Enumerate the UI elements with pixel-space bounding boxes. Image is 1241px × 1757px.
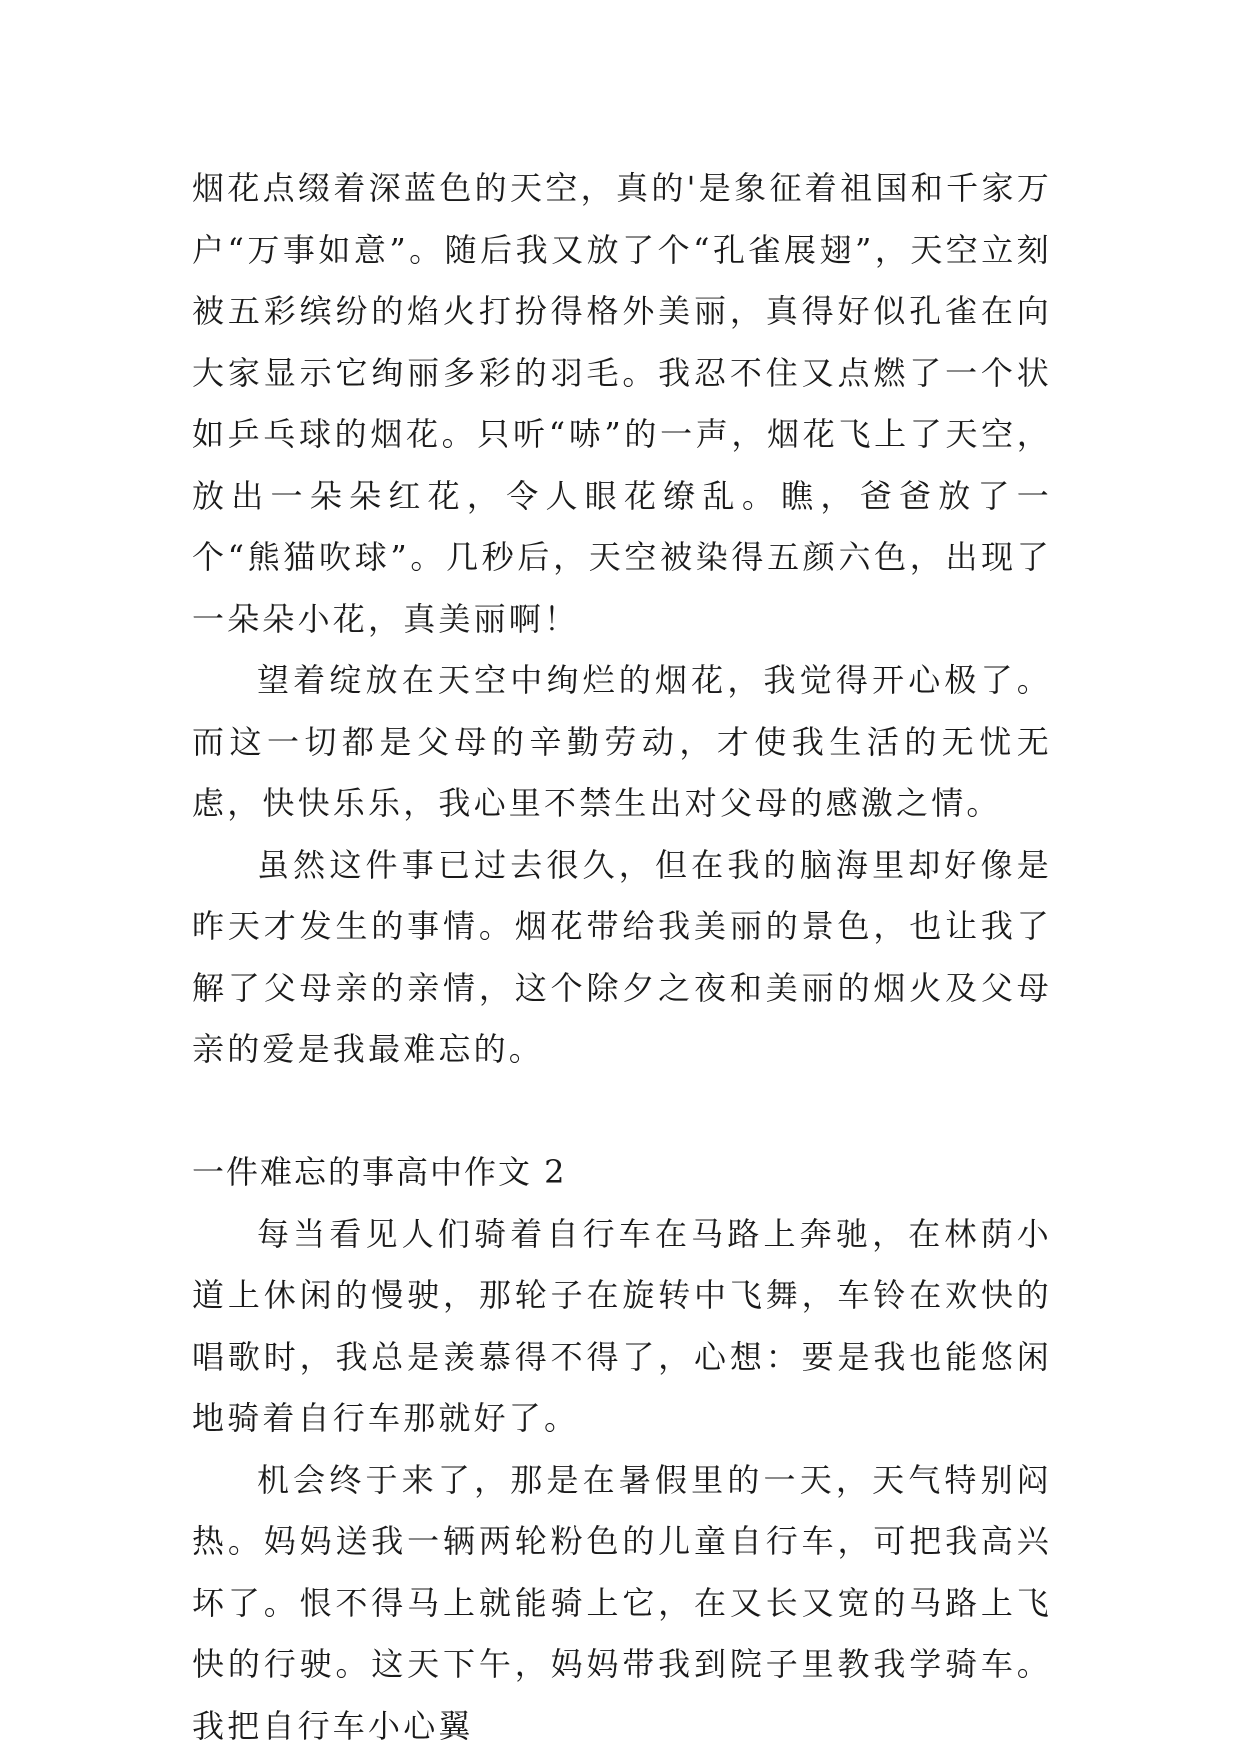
paragraph-fireworks-continued: 烟花点缀着深蓝色的天空，真的'是象征着祖国和千家万户“万事如意”。随后我又放了个“孔雀展翅”，天空立刻被五彩缤纷的焰火打扮得格外美丽，真得好似孔雀在向大家显示它绚丽多彩的羽毛。我忍不住又点燃了一个状如乒乓球的烟花。只听“哧”的一声，烟花飞上了天空，放出一朵朵红花，令人眼花缭乱。瞧，爸爸放了一个“熊猫吹球”。几秒后，天空被染得五颜六色，出现了一朵朵小花，真美丽啊！ — [192, 158, 1052, 650]
essay-heading: 一件难忘的事高中作文 2 — [192, 1142, 1052, 1204]
paragraph-gratitude: 望着绽放在天空中绚烂的烟花，我觉得开心极了。而这一切都是父母的辛勤劳动，才使我生活的无忧无虑，快快乐乐，我心里不禁生出对父母的感激之情。 — [192, 650, 1052, 835]
document-body — [192, 158, 1052, 1757]
paragraph-bicycle-gift: 机会终于来了，那是在暑假里的一天，天气特别闷热。妈妈送我一辆两轮粉色的儿童自行车，可把我高兴坏了。恨不得马上就能骑上它，在又长又宽的马路上飞快的行驶。这天下午，妈妈带我到院子里教我学骑车。我把自行车小心翼 — [192, 1450, 1052, 1757]
paragraph-bicycle-wish: 每当看见人们骑着自行车在马路上奔驰，在林荫小道上休闲的慢驶，那轮子在旋转中飞舞，车铃在欢快的唱歌时，我总是羡慕得不得了，心想：要是我也能悠闲地骑着自行车那就好了。 — [192, 1204, 1052, 1450]
paragraph-conclusion: 虽然这件事已过去很久，但在我的脑海里却好像是昨天才发生的事情。烟花带给我美丽的景色，也让我了解了父母亲的亲情，这个除夕之夜和美丽的烟火及父母亲的爱是我最难忘的。 — [192, 835, 1052, 1081]
section-gap — [192, 1081, 1052, 1143]
